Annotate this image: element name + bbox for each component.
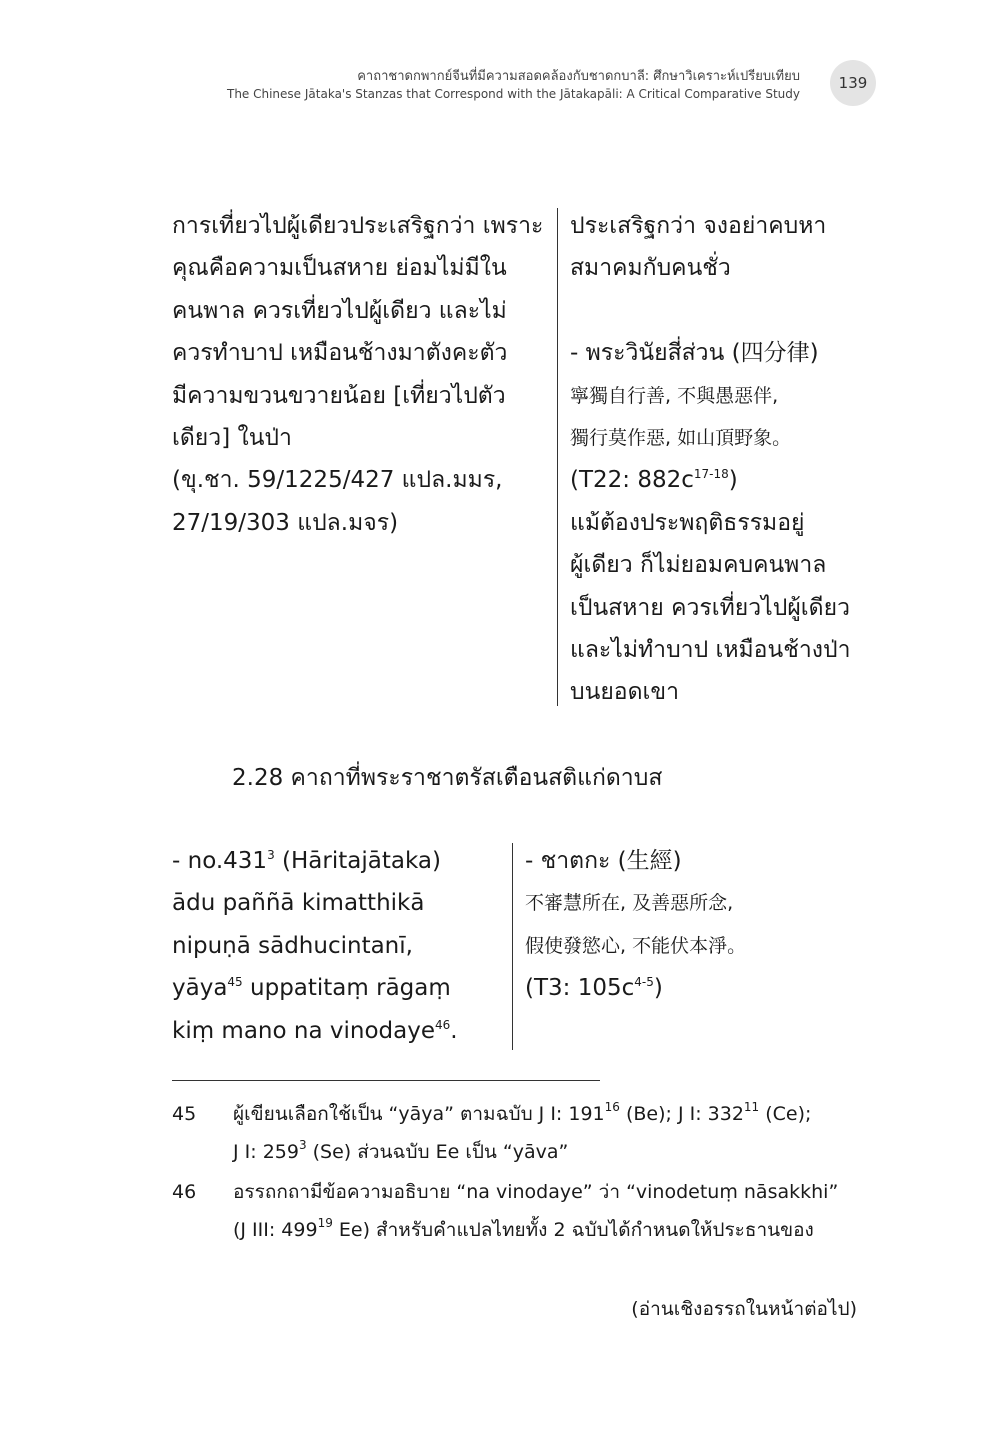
fn-text: ผู้เขียนเลือกใช้เป็น “yāya” ตามฉบับ J I: 191 xyxy=(233,1103,605,1125)
pali-words: kiṃ mano na vinodaye xyxy=(172,1017,435,1044)
fn-sup: 19 xyxy=(317,1216,333,1230)
fn-text: J I: 259 xyxy=(233,1141,299,1163)
ref-close: ) xyxy=(653,975,663,1002)
block1-left-line: (ขุ.ชา. 59/1225/427 แปล.มมร, xyxy=(172,467,503,494)
footnote-rule xyxy=(172,1080,600,1081)
block1-right-column xyxy=(570,205,870,714)
block1-left-line: คนพาล ควรเที่ยวไปผู้เดียว และไม่ xyxy=(172,297,507,324)
fn-text: (Ce); xyxy=(759,1103,812,1125)
footnote-body xyxy=(233,1173,863,1249)
pali-verse-line xyxy=(172,967,502,1009)
footnote-line: อรรถกถามีข้อความอธิบาย “na vinodaye” ว่า “vinodetuṃ nāsakkhi” xyxy=(233,1181,839,1203)
block1-right-thai-line: แม้ต้องประพฤติธรรมอยู่ xyxy=(570,509,805,536)
footnote-line xyxy=(233,1133,863,1171)
block2-source-label: - ชาตกะ (生經) xyxy=(525,848,682,874)
block1-right-thai-line: บนยอดเขา xyxy=(570,679,680,706)
page-number-badge: 139 xyxy=(830,60,876,106)
footnote-body xyxy=(233,1095,863,1171)
pali-words: uppatitaṃ rāgaṃ xyxy=(242,975,451,1002)
block1-left-line: การเที่ยวไปผู้เดียวประเสริฐกว่า เพราะ xyxy=(172,213,544,239)
footnote-ref-46: 46 xyxy=(434,1017,451,1032)
ref-superscript: 4-5 xyxy=(634,975,654,990)
footnote-number: 46 xyxy=(172,1181,197,1203)
block1-left-line: ควรทำบาป เหมือนช้างมาตังคะตัว xyxy=(172,340,508,367)
block2-cjk-line: 假使發慾心, 不能伏本淨。 xyxy=(525,934,747,957)
block1-left-column xyxy=(172,205,544,544)
pali-verse-line: nipuṇā sādhucintanī, xyxy=(172,932,413,959)
fn-text: (Se) ส่วนฉบับ Ee เป็น “yāva” xyxy=(306,1141,569,1163)
footnote-number: 45 xyxy=(172,1103,197,1125)
ref-text: (T3: 105c xyxy=(525,975,635,1002)
running-header xyxy=(227,68,800,102)
pali-period: . xyxy=(450,1017,458,1044)
fn-text: (Be); J I: 332 xyxy=(619,1103,744,1125)
fn-text: (J III: 499 xyxy=(233,1219,318,1241)
fn-sup: 16 xyxy=(604,1100,620,1114)
footnote-ref: 3 xyxy=(267,848,275,862)
pali-jataka-name: (Hāritajātaka) xyxy=(274,848,441,874)
block1-right-thai-line: เป็นสหาย ควรเที่ยวไปผู้เดียว xyxy=(570,594,850,621)
block1-cjk-line: 寧獨自行善, 不與愚惡伴, xyxy=(570,384,779,407)
block1-right-thai-line: และไม่ทำบาป เหมือนช้างป่า xyxy=(570,637,851,664)
ref-text: (T22: 882c xyxy=(570,467,694,494)
block2-reference xyxy=(525,967,845,1009)
pali-source-line xyxy=(172,840,502,882)
fn-text: Ee) สำหรับคำแปลไทยทั้ง 2 ฉบับได้กำหนดให้ประธานของ xyxy=(332,1219,814,1241)
header-title-thai: คาถาชาดกพากย์จีนที่มีความสอดคล้องกับชาดกบาลี: ศึกษาวิเคราะห์เปรียบเทียบ xyxy=(357,69,800,84)
block1-left-line: มีความขวนขวายน้อย [เที่ยวไปตัว xyxy=(172,382,506,409)
block1-left-line: เดียว] ในป่า xyxy=(172,425,292,452)
pali-verse-line: ādu paññā kimatthikā xyxy=(172,890,425,917)
block1-reference xyxy=(570,459,870,501)
header-title-english: The Chinese Jātaka's Stanzas that Correspond with the Jātakapāli: A Critical Comparative Study xyxy=(226,87,800,101)
footnote-line xyxy=(233,1095,863,1133)
block1-right-line: ประเสริฐกว่า จงอย่าคบหา xyxy=(570,213,827,239)
block1-right-line: สมาคมกับคนชั่ว xyxy=(570,255,731,282)
ref-superscript: 17-18 xyxy=(693,467,729,482)
ref-close: ) xyxy=(728,467,738,494)
section-heading: 2.28 คาถาที่พระราชาตรัสเตือนสติแก่ดาบส xyxy=(232,765,663,791)
block2-cjk-line: 不審慧所在, 及善惡所念, xyxy=(525,892,734,915)
pali-word: yāya xyxy=(172,975,228,1002)
footnote-ref-45: 45 xyxy=(227,975,243,990)
block1-left-line: คุณคือความเป็นสหาย ย่อมไม่มีใน xyxy=(172,255,507,282)
pali-no: - no.431 xyxy=(172,848,268,874)
block2-column-divider xyxy=(512,843,513,1050)
block2-left-column xyxy=(172,840,502,1052)
block1-source-label: - พระวินัยสี่ส่วน (四分律) xyxy=(570,340,819,367)
pali-verse-line xyxy=(172,1010,502,1052)
block1-right-spacer xyxy=(570,290,870,332)
footnote-line xyxy=(233,1211,863,1249)
continued-note: (อ่านเชิงอรรถในหน้าต่อไป) xyxy=(631,1298,857,1320)
block1-left-line: 27/19/303 แปล.มจร) xyxy=(172,509,399,536)
block1-right-thai-line: ผู้เดียว ก็ไม่ยอมคบคนพาล xyxy=(570,552,827,579)
block1-column-divider xyxy=(557,208,558,706)
fn-sup: 11 xyxy=(743,1100,760,1114)
block1-cjk-line: 獨行莫作惡, 如山頂野象。 xyxy=(570,427,792,450)
fn-sup: 3 xyxy=(298,1138,307,1152)
block2-right-column xyxy=(525,840,845,1010)
